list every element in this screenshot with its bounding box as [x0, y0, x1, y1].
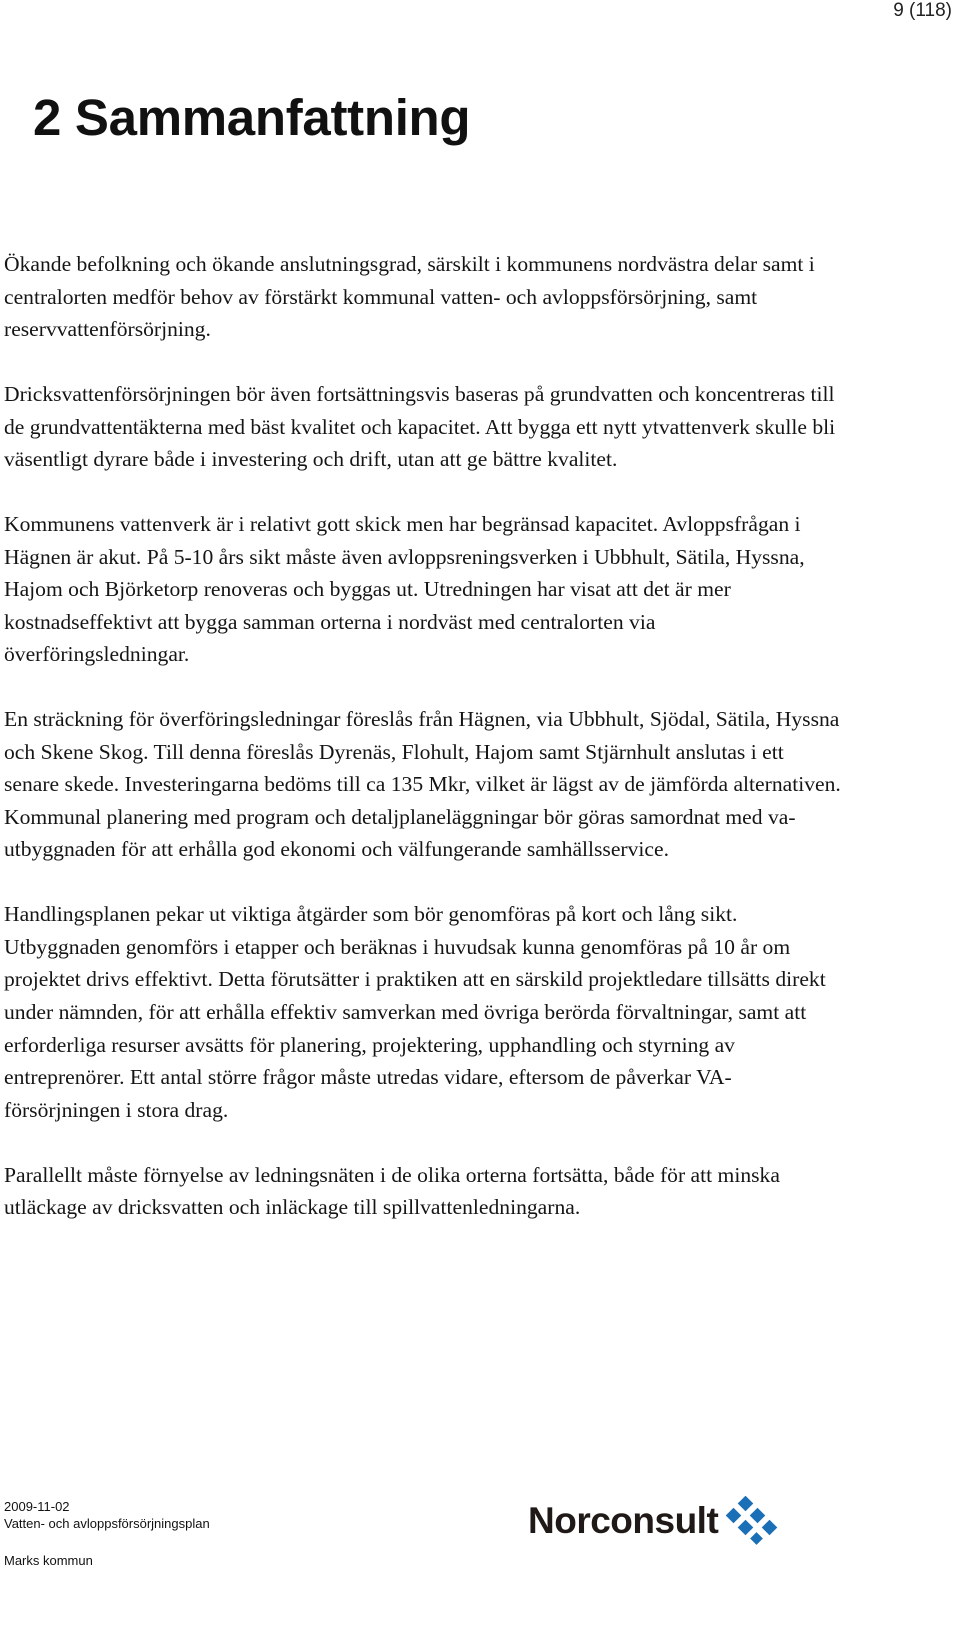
document-body — [4, 248, 844, 1256]
paragraph-action-plan: Handlingsplanen pekar ut viktiga åtgärder som bör genomföras på kort och lång sikt. Utbyggnaden genomförs i etapper och beräknas i huvudsak kunna genomföras på 10 år om projektet drivs effektivt. Detta förutsätter i praktiken att en särskild projektledare tillsätts direkt under nämnden, för att erhålla effektiv samverkan med övriga berörda förvaltningar, samt att erforderliga resurser avsätts för planering, projektering, upphandling och styrning av entreprenörer. Ett antal större frågor måste utredas vidare, eftersom de påverkar VA-försörjningen i stora drag. — [4, 902, 826, 1122]
section-heading: 2 Sammanfattning — [33, 89, 471, 146]
paragraph-waterworks-condition: Kommunens vattenverk är i relativt gott skick men har begränsad kapacitet. Avloppsfrågan i Hägnen är akut. På 5-10 års sikt måste även avloppsreningsverken i Ubbhult, Sätila, Hyssna, Hajom och Björketorp renoveras och byggas ut. Utredningen har visat att det är mer kostnadseffektivt att bygga samman orterna i nordväst med centralorten via överföringsledningar. — [4, 511, 805, 667]
paragraph-pipe-renewal: Parallellt måste förnyelse av ledningsnäten i de olika orterna fortsätta, både för att minska utläckage av dricksvatten och inläckage till spillvattenledningarna. — [4, 1162, 780, 1220]
footer-organization: Marks kommun — [4, 1553, 93, 1568]
page-footer — [4, 1498, 210, 1569]
paragraph-population-growth: Ökande befolkning och ökande anslutningsgrad, särskilt i kommunens nordvästra delar samt i centralorten medför behov av förstärkt kommunal vatten- och avloppsförsörjning, samt reservvattenförsörjning. — [4, 252, 815, 342]
paragraph-transfer-pipelines: En sträckning för överföringsledningar föreslås från Hägnen, via Ubbhult, Sjödal, Sätila, Hyssna och Skene Skog. Till denna föreslås Dyrenäs, Flohult, Hajom samt Stjärnhult anslutas i ett senare skede. Investeringarna bedöms till ca 135 Mkr, vilket är lägst av de jämförda alternativen. Kommunal planering med program och detaljplaneläggningar bör göras samordnat med va-utbyggnaden för att erhålla god ekonomi och välfungerande samhällsservice. — [4, 707, 841, 862]
footer-document-title: Vatten- och avloppsförsörjningsplan — [4, 1516, 210, 1531]
page-number: 9 (118) — [893, 0, 952, 21]
footer-date: 2009-11-02 — [4, 1499, 70, 1514]
norconsult-diamond-logo-icon — [716, 1496, 778, 1546]
company-logo — [528, 1496, 788, 1556]
paragraph-drinking-water: Dricksvattenförsörjningen bör även fortsättningsvis baseras på grundvatten och koncentreras till de grundvattentäkterna med bäst kvalitet och kapacitet. Att bygga ett nytt ytvattenverk skulle bli väsentligt dyrare både i investering och drift, utan att ge bättre kvalitet. — [4, 381, 836, 472]
logo-wordmark: Norconsult — [528, 1500, 719, 1541]
